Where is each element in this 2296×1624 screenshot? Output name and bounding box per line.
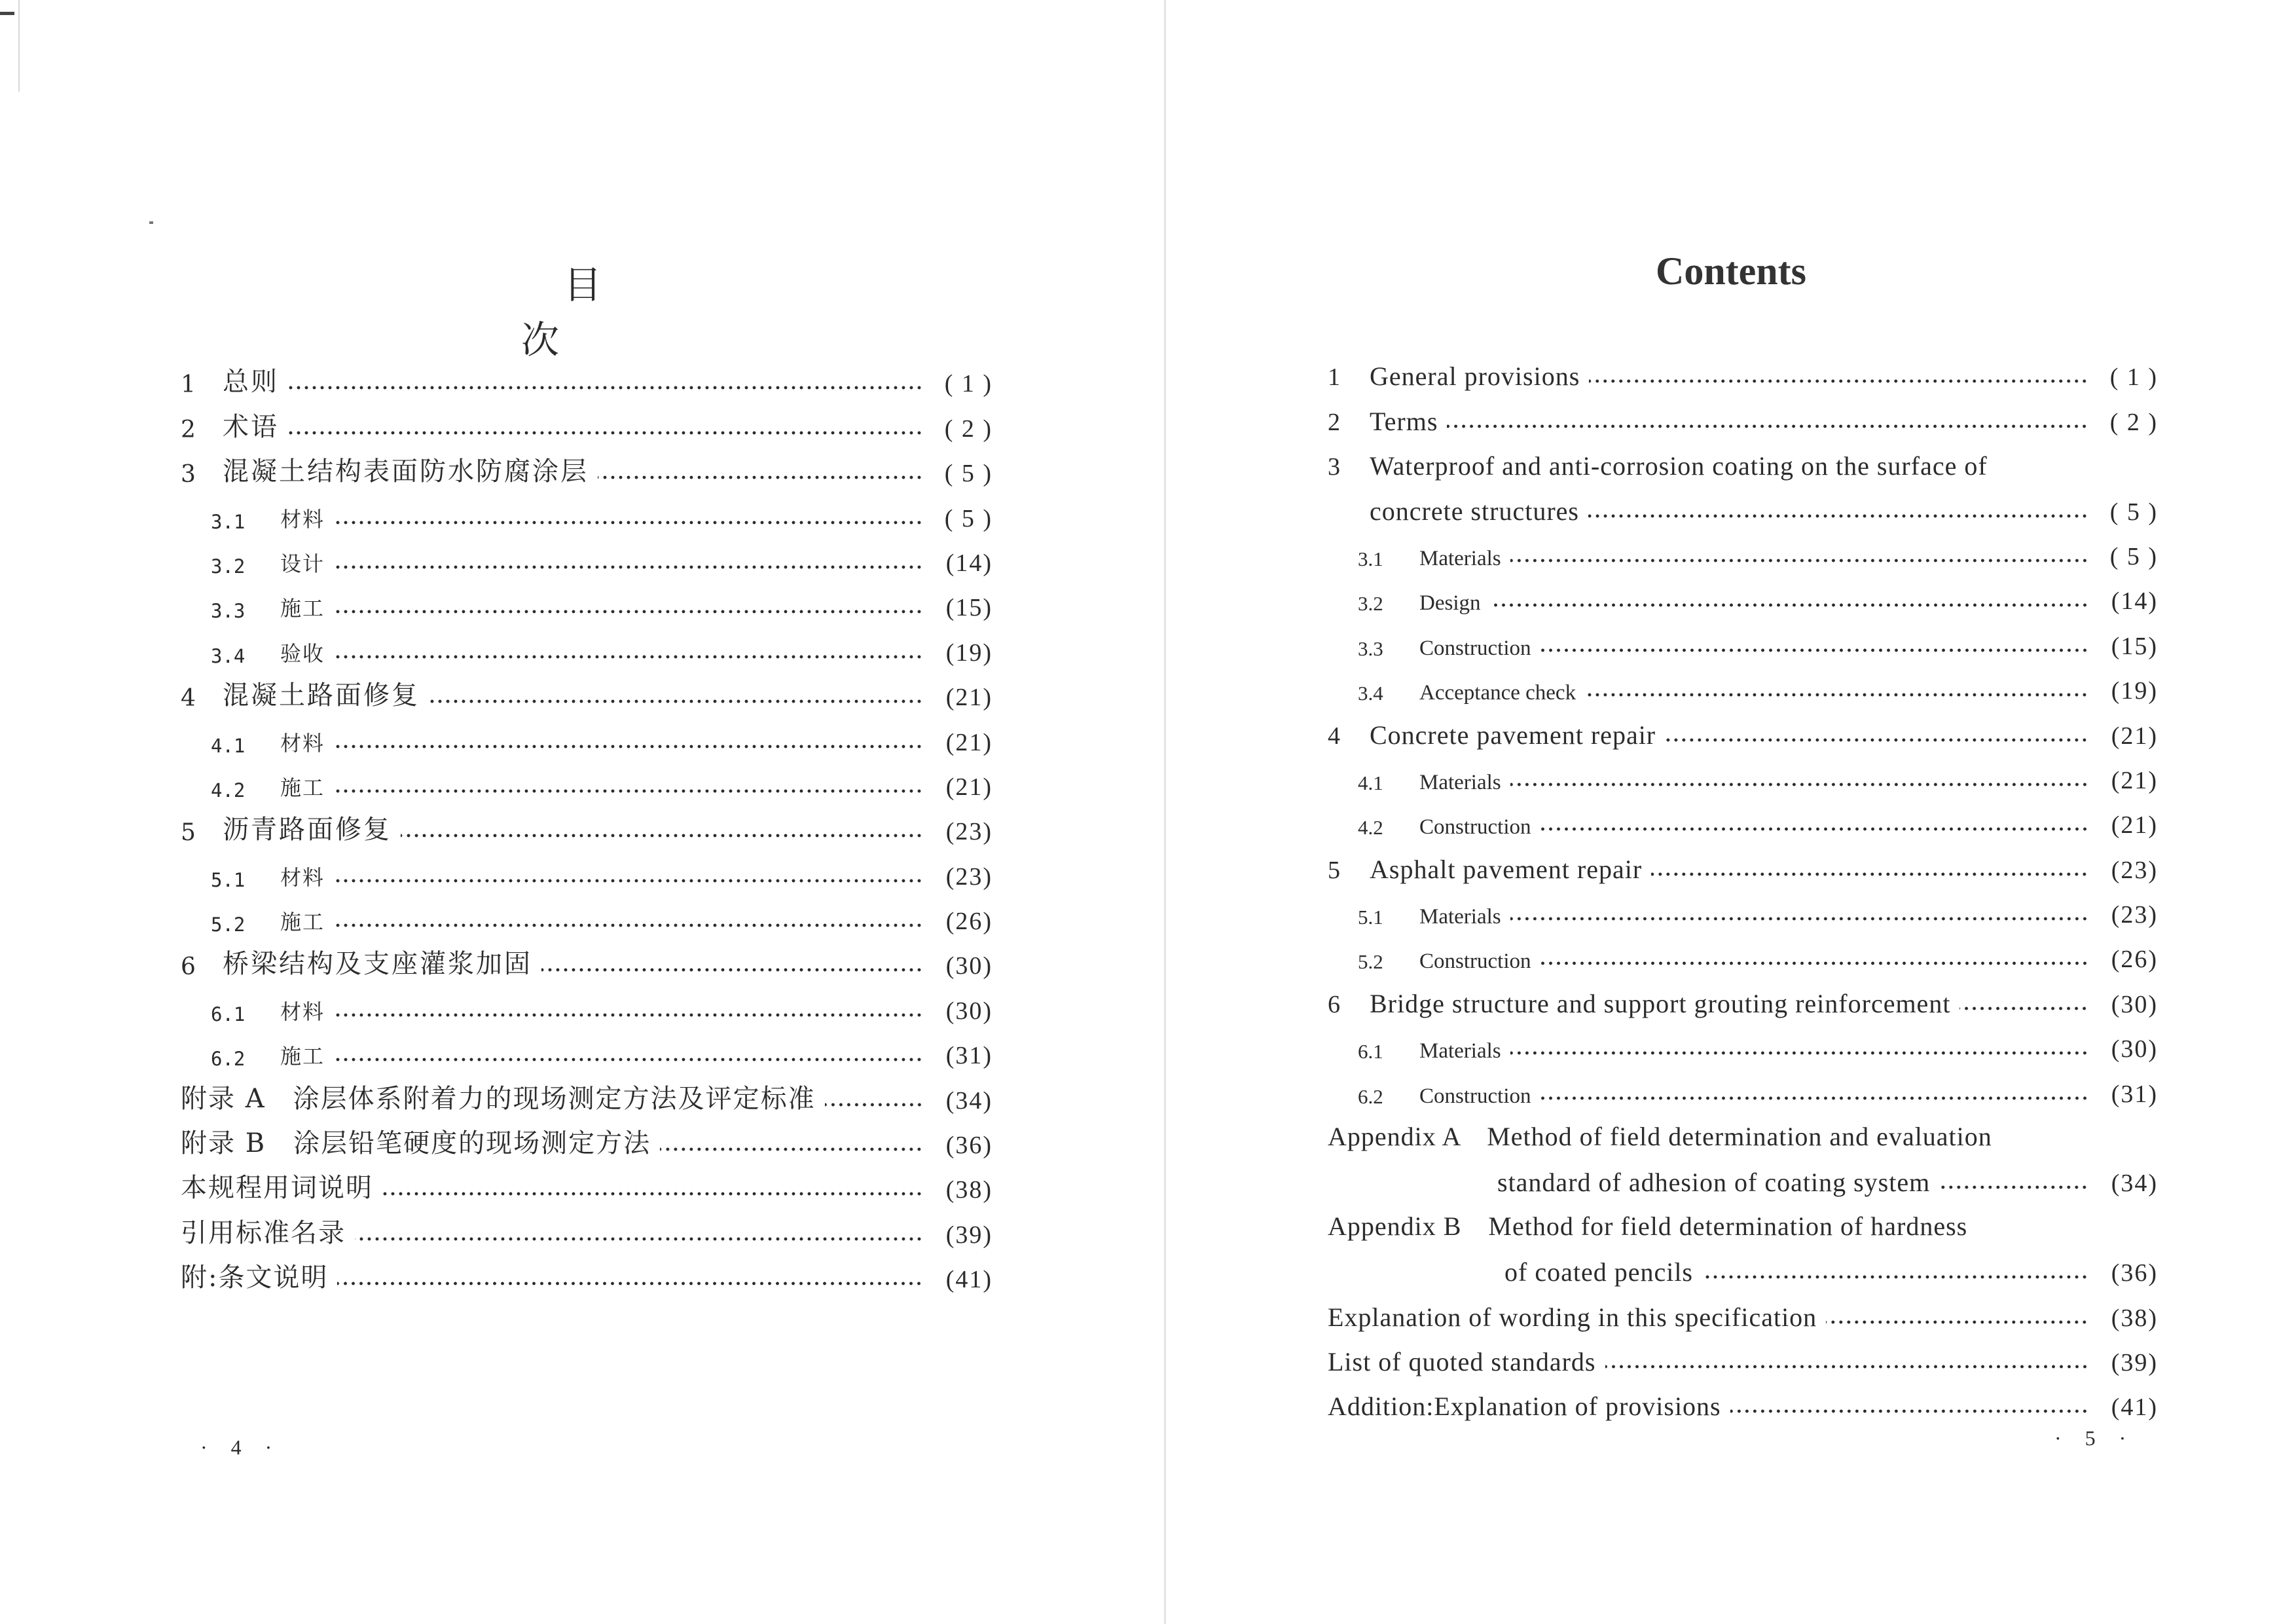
page-number: (15) — [945, 594, 993, 622]
toc-subentry[interactable]: 6.2 施工 (31) — [211, 1042, 993, 1071]
toc-entry[interactable]: 5 Asphalt pavement repair (23) — [1328, 854, 2158, 884]
page-number: (36) — [2111, 1259, 2158, 1287]
page-number: (36) — [945, 1132, 993, 1160]
dot-leader — [334, 744, 923, 749]
page-number: (30) — [945, 997, 993, 1025]
page-number: (21) — [2111, 766, 2158, 794]
page-number: (23) — [945, 818, 993, 846]
toc-entry-continuation[interactable]: of coated pencils (36) — [1504, 1257, 2158, 1287]
toc-entry[interactable]: 6 桥梁结构及支座灌浆加固 (30) — [181, 949, 993, 981]
toc-appendix-entry[interactable]: Appendix B Method for field determination of hardness — [1328, 1211, 1968, 1241]
toc-chinese — [181, 354, 993, 1294]
toc-subentry[interactable]: 3.3 施工 (15) — [211, 594, 993, 623]
dot-leader — [660, 1147, 923, 1152]
page-number: ( 5 ) — [944, 460, 993, 488]
page-number: (21) — [945, 728, 993, 756]
toc-subentry[interactable]: 3.2 Design (14) — [1358, 587, 2158, 616]
dot-leader — [334, 1012, 923, 1018]
page-number: ( 2 ) — [944, 415, 993, 443]
page-number: (21) — [945, 773, 993, 801]
toc-subentry[interactable]: 4.1 Materials (21) — [1358, 766, 2158, 794]
page-number: ( 1 ) — [944, 370, 993, 398]
toc-subentry[interactable]: 3.4 Acceptance check (19) — [1358, 677, 2158, 705]
toc-subentry[interactable]: 3.4 验收 (19) — [211, 638, 993, 667]
page-number: (34) — [2111, 1170, 2158, 1198]
dot-leader — [1540, 961, 2089, 966]
page-title-english: Contents — [1655, 249, 1806, 293]
dot-leader — [1540, 648, 2089, 653]
toc-entry[interactable]: 3 Waterproof and anti-corrosion coating on the surface of — [1328, 451, 1988, 481]
dot-leader — [334, 609, 923, 614]
page-number: ( 5 ) — [944, 504, 993, 532]
toc-entry[interactable]: 3 混凝土结构表面防水防腐涂层 ( 5 ) — [181, 456, 993, 489]
scan-edge-mark — [0, 12, 14, 15]
page-number: ( 2 ) — [2109, 408, 2158, 436]
toc-subentry[interactable]: 4.2 施工 (21) — [211, 773, 993, 802]
dot-leader — [1588, 513, 2088, 519]
toc-subentry[interactable]: 5.2 施工 (26) — [211, 908, 993, 936]
page-number: (39) — [2111, 1348, 2158, 1376]
toc-subentry[interactable]: 6.1 Materials (30) — [1358, 1035, 2158, 1063]
scan-edge-line — [18, 0, 20, 92]
page-number: (30) — [2111, 1035, 2158, 1063]
page-number: (41) — [945, 1266, 993, 1294]
page-number: (38) — [945, 1176, 993, 1204]
toc-entry[interactable]: 4 混凝土路面修复 (21) — [181, 680, 993, 712]
toc-entry[interactable]: 6 Bridge structure and support grouting reinforcement (30) — [1328, 988, 2158, 1018]
page-number: (31) — [2111, 1080, 2158, 1108]
dot-leader — [1510, 1050, 2088, 1056]
page-folio: · 4 · — [200, 1435, 282, 1459]
toc-subentry[interactable]: 5.2 Construction (26) — [1358, 946, 2158, 974]
page-number: ( 1 ) — [2109, 363, 2158, 392]
dot-leader — [598, 475, 923, 480]
page-number: (15) — [2111, 632, 2158, 660]
page-number: (23) — [945, 862, 993, 891]
toc-appendix-entry[interactable]: 引用标准名录 (39) — [181, 1217, 993, 1249]
dot-leader — [1939, 1185, 2088, 1190]
toc-appendix-entry[interactable]: 附录 A 涂层体系附着力的现场测定方法及评定标准 (34) — [181, 1083, 993, 1115]
dot-leader — [334, 520, 923, 525]
dot-leader — [382, 1191, 923, 1196]
page-number: ( 5 ) — [2109, 498, 2158, 526]
dot-leader — [1510, 558, 2088, 563]
dot-leader — [288, 385, 923, 390]
dot-leader — [541, 967, 923, 972]
dot-leader — [825, 1102, 923, 1107]
toc-entry[interactable]: 1 总则 ( 1 ) — [181, 367, 993, 399]
toc-entry[interactable]: 1 General provisions ( 1 ) — [1328, 361, 2158, 392]
page-title-chinese: 目 次 — [520, 263, 687, 362]
dot-leader — [1959, 1006, 2088, 1011]
toc-subentry[interactable]: 4.1 材料 (21) — [211, 728, 993, 757]
dot-leader — [429, 699, 923, 704]
page-number: (21) — [2111, 811, 2158, 840]
dot-leader — [1730, 1409, 2088, 1414]
dot-leader — [337, 1281, 923, 1286]
toc-entry[interactable]: 4 Concrete pavement repair (21) — [1328, 720, 2158, 750]
dot-leader — [1510, 782, 2088, 787]
toc-appendix-entry[interactable]: 本规程用词说明 (38) — [181, 1173, 993, 1204]
dot-leader — [334, 923, 923, 928]
page-number: (26) — [2111, 946, 2158, 974]
toc-entry-continuation[interactable]: concrete structures ( 5 ) — [1370, 496, 2158, 526]
toc-appendix-entry[interactable]: Appendix A Method of field determination and evaluation — [1328, 1122, 1992, 1152]
page-number: (30) — [2111, 990, 2158, 1018]
dot-leader — [1490, 602, 2089, 608]
page-number: (31) — [945, 1042, 993, 1070]
page-number: (38) — [2111, 1304, 2158, 1332]
page-folio: · 5 · — [2054, 1426, 2136, 1450]
page-number: (14) — [945, 549, 993, 577]
page-number: ( 5 ) — [2109, 542, 2158, 570]
page-number: (19) — [2111, 677, 2158, 705]
toc-appendix-entry[interactable]: 附录 B 涂层铅笔硬度的现场测定方法 (36) — [181, 1128, 993, 1160]
dot-leader — [1702, 1274, 2088, 1280]
dot-leader — [1540, 1096, 2089, 1101]
toc-subentry[interactable]: 3.1 材料 ( 5 ) — [211, 504, 993, 533]
toc-entry[interactable]: 2 Terms ( 2 ) — [1328, 406, 2158, 436]
page-number: (14) — [2111, 587, 2158, 616]
dot-leader — [334, 878, 923, 883]
toc-subentry[interactable]: 3.2 设计 (14) — [211, 549, 993, 578]
page-number: (21) — [2111, 722, 2158, 750]
page-number: (23) — [2111, 901, 2158, 929]
dot-leader — [1589, 378, 2088, 384]
page-number: (41) — [2111, 1393, 2158, 1422]
dot-leader — [1651, 872, 2088, 877]
dot-leader — [1605, 1364, 2089, 1369]
toc-entry-continuation[interactable]: standard of adhesion of coating system (34) — [1497, 1168, 2158, 1198]
dot-leader — [1540, 826, 2089, 832]
toc-subentry[interactable]: 3.3 Construction (15) — [1358, 632, 2158, 660]
dot-leader — [355, 1236, 923, 1242]
toc-appendix-entry[interactable]: Explanation of wording in this specification (38) — [1328, 1302, 2158, 1332]
dot-leader — [1826, 1320, 2088, 1325]
scan-speck — [149, 221, 153, 224]
page-number: (19) — [945, 638, 993, 667]
dot-leader — [1447, 424, 2088, 429]
toc-subentry[interactable]: 5.1 材料 (23) — [211, 862, 993, 891]
dot-leader — [334, 1057, 923, 1062]
book-spine — [1164, 0, 1166, 1624]
toc-entry[interactable]: 5 沥青路面修复 (23) — [181, 815, 993, 847]
page-number: (21) — [945, 684, 993, 712]
dot-leader — [1510, 916, 2088, 921]
toc-appendix-entry[interactable]: Addition:Explanation of provisions (41) — [1328, 1392, 2158, 1422]
toc-appendix-entry[interactable]: 附:条文说明 (41) — [181, 1263, 993, 1294]
page-number: (39) — [945, 1221, 993, 1249]
dot-leader — [1665, 737, 2088, 743]
page-number: (34) — [945, 1086, 993, 1115]
toc-subentry[interactable]: 6.2 Construction (31) — [1358, 1080, 2158, 1108]
toc-entry[interactable]: 2 术语 ( 2 ) — [181, 411, 993, 443]
dot-leader — [334, 654, 923, 659]
toc-subentry[interactable]: 3.1 Materials ( 5 ) — [1358, 542, 2158, 570]
toc-subentry[interactable]: 4.2 Construction (21) — [1358, 811, 2158, 840]
dot-leader — [1585, 692, 2088, 697]
page-number: (26) — [945, 908, 993, 936]
dot-leader — [401, 833, 923, 838]
toc-subentry[interactable]: 5.1 Materials (23) — [1358, 901, 2158, 929]
toc-appendix-entry[interactable]: List of quoted standards (39) — [1328, 1346, 2158, 1376]
page-number: (23) — [2111, 856, 2158, 884]
toc-subentry[interactable]: 6.1 材料 (30) — [211, 997, 993, 1025]
dot-leader — [334, 564, 923, 570]
dot-leader — [288, 430, 923, 435]
toc-english — [1328, 347, 2158, 1422]
page-number: (30) — [945, 952, 993, 980]
dot-leader — [334, 788, 923, 794]
